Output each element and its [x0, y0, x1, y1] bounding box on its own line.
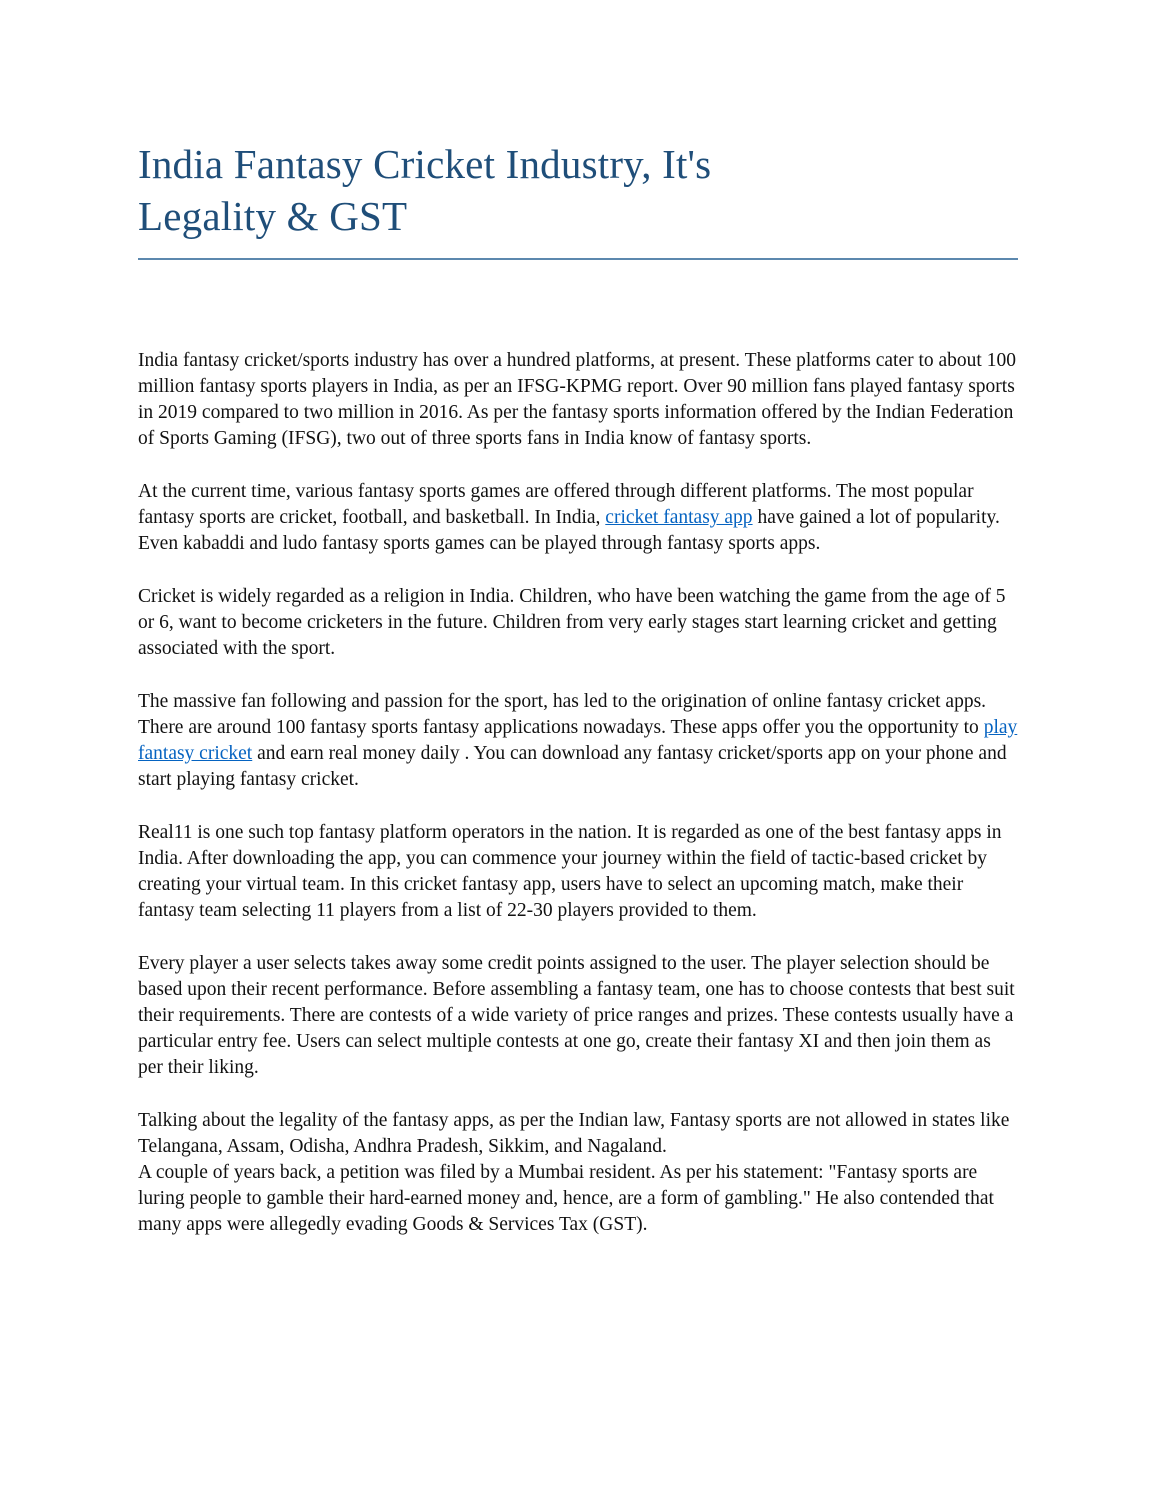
- paragraph-text: At the current time, various fantasy sports games are offered through different platforms. The most popular fantasy sports are cricket, football, and basketball. In India,: [138, 481, 974, 528]
- paragraph-text: Talking about the legality of the fantasy apps, as per the Indian law, Fantasy sports are not allowed in states like Telangana, Assam, Odisha, Andhra Pradesh, Sikkim, and Nagaland.: [138, 1110, 1010, 1157]
- paragraph: [138, 951, 1018, 1081]
- paragraph: [138, 689, 1018, 793]
- page-title: [138, 138, 1018, 242]
- page-title-line-1: India Fantasy Cricket Industry, It's: [138, 141, 712, 187]
- paragraph-text: Real11 is one such top fantasy platform operators in the nation. It is regarded as one of the best fantasy apps in India. After downloading the app, you can commence your journey within the field of tactic-based cricket by creating your virtual team. In this cricket fantasy app, users have to select an upcoming match, make their fantasy team selecting 11 players from a list of 22-30 players provided to them.: [138, 822, 1002, 921]
- paragraph: [138, 479, 1018, 557]
- paragraph: [138, 1108, 1018, 1238]
- paragraph: [138, 348, 1018, 452]
- document-body: [138, 348, 1018, 1238]
- paragraph-text: and earn real money daily . You can download any fantasy cricket/sports app on your phone and start playing fantasy cricket.: [138, 743, 1007, 790]
- title-rule: [138, 258, 1018, 260]
- paragraph: [138, 584, 1018, 662]
- page-title-line-2: Legality & GST: [138, 193, 408, 239]
- paragraph-text: Cricket is widely regarded as a religion in India. Children, who have been watching the game from the age of 5 or 6, want to become cricketers in the future. Children from very early stages start learning cricket and getting associated with the sport.: [138, 586, 1006, 659]
- paragraph-text: have gained a lot of popularity. Even kabaddi and ludo fantasy sports games can be played through fantasy sports apps.: [138, 507, 1000, 554]
- paragraph-text: A couple of years back, a petition was filed by a Mumbai resident. As per his statement: "Fantasy sports are luring people to gamble their hard-earned money and, hence, are a form of gambling." He also contended that many apps were allegedly evading Goods & Services Tax (GST).: [138, 1162, 994, 1235]
- paragraph-text: Every player a user selects takes away some credit points assigned to the user. The player selection should be based upon their recent performance. Before assembling a fantasy team, one has to choose contests that best suit their requirements. There are contests of a wide variety of price ranges and prizes. These contests usually have a particular entry fee. Users can select multiple contests at one go, create their fantasy XI and then join them as per their liking.: [138, 953, 1015, 1078]
- inline-link[interactable]: play fantasy cricket: [138, 717, 1018, 764]
- paragraph: [138, 820, 1018, 924]
- paragraph-text: India fantasy cricket/sports industry has over a hundred platforms, at present. These platforms cater to about 100 million fantasy sports players in India, as per an IFSG-KPMG report. Over 90 million fans played fantasy sports in 2019 compared to two million in 2016. As per the fantasy sports information offered by the Indian Federation of Sports Gaming (IFSG), two out of three sports fans in India know of fantasy sports.: [138, 350, 1016, 449]
- paragraph-text: The massive fan following and passion for the sport, has led to the origination of online fantasy cricket apps. There are around 100 fantasy sports fantasy applications nowadays. These apps offer you the opportunity to: [138, 691, 987, 738]
- inline-link[interactable]: cricket fantasy app: [605, 507, 753, 528]
